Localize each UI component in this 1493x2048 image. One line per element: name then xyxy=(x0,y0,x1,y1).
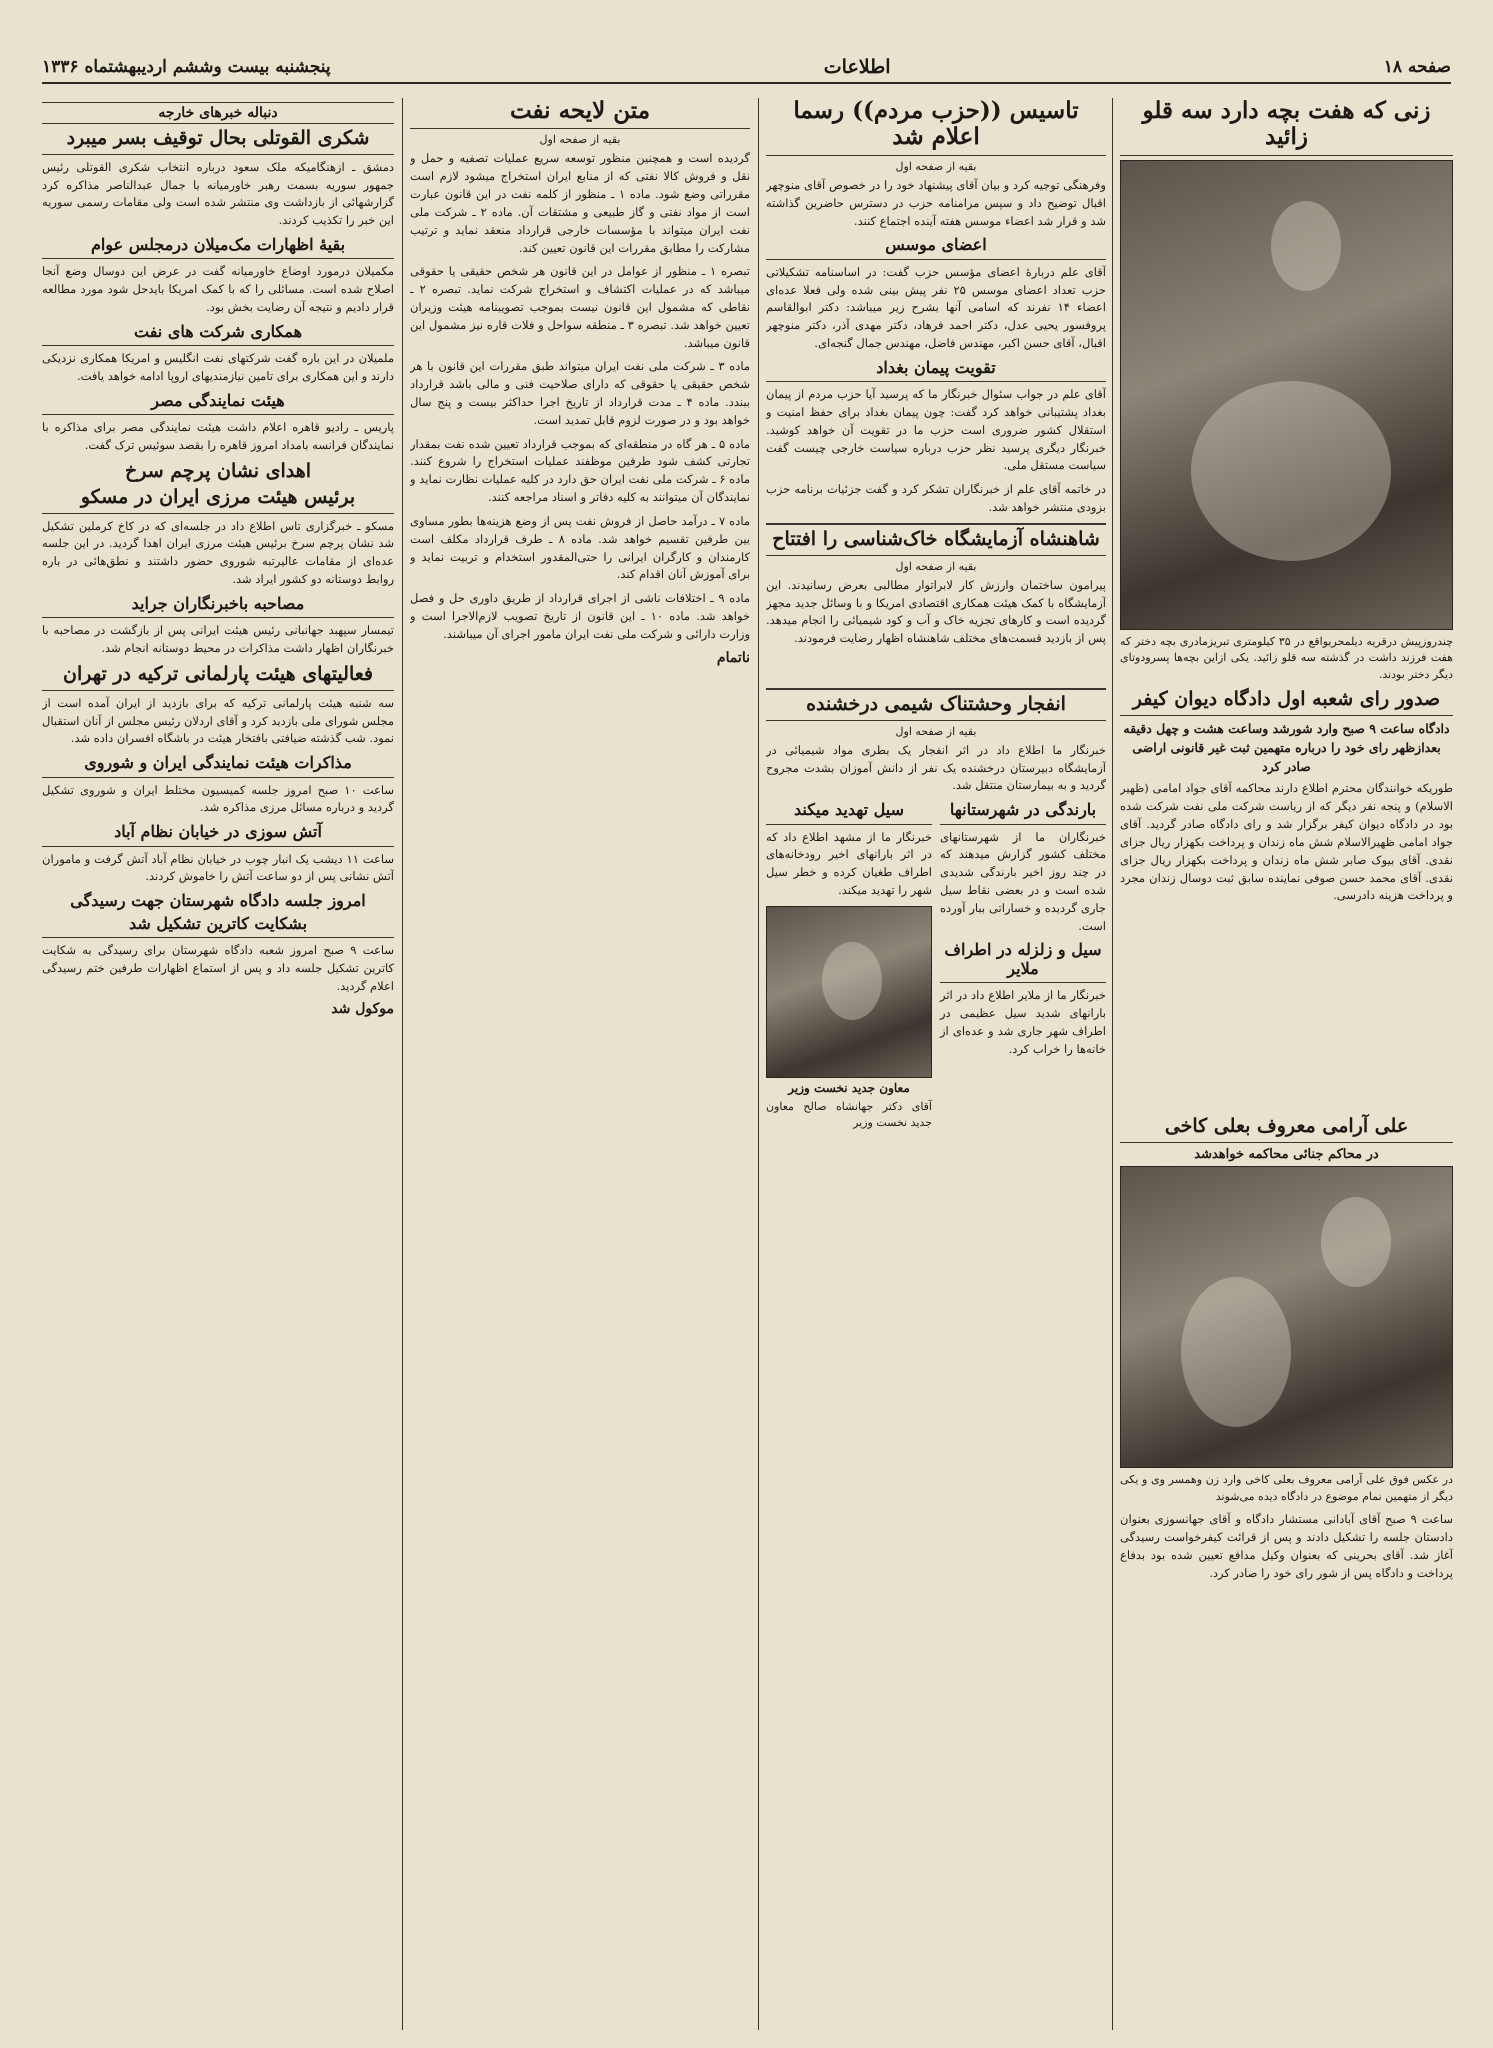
photo-caption-ali-kakhi: در عکس فوق علی آرامی معروف بعلی کاخی وارد زن وهمسر وی و یکی دیگر از متهمین نمام موضوع در دادگاه دیده می‌شوند xyxy=(1120,1473,1453,1503)
body-oil-companies: ملمیلان در این باره گفت شرکتهای نفت انگلیس و امریکا همکاری نزدیکی دارند و این همکاری برای تامین نیازمندیهای اروپا ادامه خواهد یافت. xyxy=(42,351,394,384)
body-court-session: ساعت ۹ صبح امروز شعبه دادگاه شهرستان برای رسیدگی به شکایت کاترین تشکیل جلسه داد و پس از استماع اظهارات طرفین ختم رسیدگی اعلام گردید. xyxy=(42,943,394,993)
body-party-closing: در خاتمه آقای علم از خبرنگاران تشکر کرد و گفت جزئیات برنامه حزب بزودی منتشر خواهد شد. xyxy=(766,482,1106,515)
headline-triplets: زنی که هفت بچه دارد سه قلو زائید xyxy=(1120,98,1453,156)
body-fire: ساعت ۱۱ دیشب یک انبار چوب در خیابان نظام آباد آتش گرفت و ماموران آتش نشانی پس از دو ساعت آتش را خاموش کردند. xyxy=(42,851,394,884)
body-press-interview: تیمسار سپهبد جهانبانی رئیس هیئت ایرانی پس از بازگشت در مصاحبه با خبرنگاران اظهار داشت مذاکرات در محیط دوستانه انجام شد. xyxy=(42,623,394,656)
headline-court-ruling: صدور رای شعبه اول دادگاه دیوان کیفر xyxy=(1120,689,1453,716)
photo-caption-triplets: چندروزپیش درقریه دیلمحریواقع در ۳۵ کیلومتری تبریزمادری بچه دختر که هفت فرزند داشت در گذشته سه قلو زائید. یکی ازاین بچه‌ها پسرودوتای دیگر دختر بودند. xyxy=(1120,634,1453,681)
postponed-label: موکول شد xyxy=(331,1001,394,1018)
headline-ali-kakhi: علی آرامی معروف بعلی کاخی xyxy=(1120,1116,1453,1143)
page-number: صفحه ۱۸ xyxy=(1383,57,1451,77)
continued-label: ناتمام xyxy=(716,649,750,666)
headline-flood-malayer: سیل و زلزله در اطراف ملایر xyxy=(940,941,1106,983)
headline-chemical-explosion: انفجار وحشتناک شیمی درخشنده xyxy=(766,688,1106,721)
photo-caption-deputy-pm: معاون جدید نخست وزیر xyxy=(788,1080,910,1095)
photo-caption-deputy-pm-detail: آقای دکتر جهانشاه صالح معاون جدید نخست وزیر xyxy=(766,1099,932,1130)
photo-mother-triplets xyxy=(1120,160,1453,630)
body-oil-bill-1: گردیده است و همچنین منظور توسعه سریع عملیات تصفیه و حمل و نقل و فروش کالا نفتی که از منابع ایران استخراج میشود لازم است مقرراتی وضع شود. ماده ۱ ـ منظور از کلمه نفت در این قانون عبارت است از مواد نفتی و گاز طبیعی و مشتقات آن. ماده ۲ ـ شرکت ملی نفت ایران میتواند با مؤسسات خارجی قرارداد منعقد نماید و ترتیب مشارکت را مطابق مقررات این قانون تعیین کند. xyxy=(410,151,750,255)
column-4 xyxy=(42,98,394,2030)
body-macmillan: مکمیلان درمورد اوضاع خاورمیانه گفت در عرض این دوسال وضع آنجا اصلاح شده است. مسائلی را که با کمک امریکا بایدحل شود مورد مطالعه قرار دادیم و نتیجه آن رضایت بخش بود. xyxy=(42,264,394,315)
section-foreign-news: دنباله خبرهای خارجه xyxy=(42,102,394,124)
body-mardom-party: وفرهنگی توجیه کرد و بیان آقای پیشنهاد خود را در خصوص آقای منوچهر اقبال توضیح داد و سپس مرامنامه حزب در دسترس حاضرین گذاشته شد و قرار شد اعضاء موسس هفته آینده اجتماع کنند. xyxy=(766,177,1106,228)
column-rule xyxy=(402,98,403,2030)
headline-baghdad-pact: تقویت پیمان بغداد xyxy=(766,359,1106,382)
column-3 xyxy=(410,98,750,2030)
body-soil-lab: پیرامون ساختمان وارزش کار لابراتوار مطالبی بعرض رسانیدند. این آزمایشگاه با کمک هیئت همکاری اقتصادی امریکا و با وسائل جدید مجهز گردیده است و کارهای تجزیه خاک و آب و کود شیمیائی را انجام میدهد. پس از بازدید قسمت‌های مختلف شاهنشاه اظهار رضایت فرمودند. xyxy=(766,577,1106,646)
body-iran-soviet-talks: ساعت ۱۰ صبح امروز جلسه کمیسیون مختلط ایران و شوروی تشکیل گردید و درباره مسائل مرزی مذاکره شد. xyxy=(42,782,394,815)
body-oil-bill-2: تبصره ۱ ـ منظور از عوامل در این قانون هر شخص حقیقی یا حقوقی میباشد که در عملیات اکتشاف و استخراج شرکت نماید. تبصره ۲ ـ نقاطی که مشمول این قانون نیست بموجب تصویبنامه هیئت وزیران تعیین خواهد شد. تبصره ۳ ـ منطقه سواحل و فلات قاره نیز مشمول این قانون میباشد. xyxy=(410,264,750,350)
body-oil-bill-5: ماده ۷ ـ درآمد حاصل از فروش نفت پس از وضع هزینه‌ها بطور مساوی بین طرفین تقسیم خواهد شد. ماده ۸ ـ طرف قرارداد مکلف است کارمندان و کارگران ایرانی را حتی‌المقدور استخدام و تربیت نماید و برای آموزش آنان اقدام کند. xyxy=(410,513,750,582)
body-oil-bill-6: ماده ۹ ـ اختلافات ناشی از اجرای قرارداد از طریق داوری حل و فصل خواهد شد. ماده ۱۰ ـ این قانون از تاریخ تصویب لازم‌الاجرا است و وزارت دارائی و شرکت ملی نفت ایران مامور اجرای آن میباشند. xyxy=(410,591,750,641)
subhead-oil-bill: بقیه از صفحه اول xyxy=(539,133,621,147)
headline-oil-companies: همکاری شرکت های نفت xyxy=(42,323,394,346)
headline-oil-bill: متن لایحه نفت xyxy=(410,98,750,129)
headline-turkish-delegation: فعالیتهای هیئت پارلمانی ترکیه در تهران xyxy=(42,664,394,691)
issue-date: پنجشنبه بیست وششم اردیبهشتماه ۱۳۳۶ xyxy=(42,57,331,77)
headline-fire: آتش سوزی در خیابان نظام آباد xyxy=(42,823,394,846)
subhead-court-ruling: دادگاه ساعت ۹ صبح وارد شورشد وساعت هشت و چهل دقیقه بعدازظهر رای خود را درباره متهمین ثبت غیر قانونی اراضی صادر کرد xyxy=(1123,721,1450,774)
headline-press-interview: مصاحبه باخبرنگاران جراید xyxy=(42,595,394,618)
headline-mardom-party: تاسیس ((حزب مردم)) رسما اعلام شد xyxy=(766,98,1106,156)
headline-egypt-delegation: هیئت نمایندگی مصر xyxy=(42,392,394,415)
body-turkish-delegation: سه شنبه هیئت پارلمانی ترکیه که برای بازدید از ایران آمده است از مجلس شورای ملی بازدید کرد و آقای اردلان رئیس مجلس از آنان استقبال نمود. شب گذشته ضیافتی بافتخار هیئت در باشگاه افسران داده شد. xyxy=(42,695,394,746)
column-1 xyxy=(1120,98,1453,2030)
body-baghdad-pact: آقای علم در جواب سئوال خبرنگار ما که پرسید آیا حزب مردم از پیمان بغداد پشتیبانی خواهد کرد گفت: چون پیمان بغداد برای حفظ امنیت و استقلال کشور ضروری است حزب ما در تقویت آن خواهد کوشید. خبرنگار دیگری پرسید نظر حزب درباره سیاست خارجی چیست گفت سیاست مستقل ملی. xyxy=(766,387,1106,473)
headline-red-flag-medal-2: برئیس هیئت مرزی ایران در مسکو xyxy=(42,487,394,514)
column-2 xyxy=(766,98,1106,2030)
body-chemical-explosion: خبرنگار ما اطلاع داد در اثر انفجار یک بطری مواد شیمیائی در آزمایشگاه دبیرستان درخشنده یک نفر از دانش آموزان بشدت مجروح گردید و به بیمارستان منتقل شد. xyxy=(766,742,1106,793)
photo-ali-kakhi-court xyxy=(1120,1166,1453,1468)
headline-court-session: امروز جلسه دادگاه شهرستان جهت رسیدگی xyxy=(70,891,366,911)
photo-deputy-pm xyxy=(766,906,932,1078)
subhead-soil-lab: بقیه از صفحه اول xyxy=(895,559,977,573)
headline-court-session-2: بشکایت کاترین تشکیل شد xyxy=(42,915,394,938)
headline-iran-soviet-talks: مذاکرات هیئت نمایندگی ایران و شوروی xyxy=(42,754,394,777)
subhead-chemical-explosion: بقیه از صفحه اول xyxy=(895,724,977,738)
headline-quwatli: شکری القوتلی بحال توقیف بسر میبرد xyxy=(42,128,394,155)
body-founding-members: آقای علم دربارهٔ اعضای مؤسس حزب گفت: در اساسنامه تشکیلاتی حزب تعداد اعضای موسس ۲۵ نفر پیش بینی شده ولی فعلا عده‌ای اعضاء ۱۴ نفرند که اسامی آنها بشرح زیر میباشد: دکتر ابوالقاسم پروفسور یحیی عدل، دکتر احمد فرهاد، دکتر مهدی آذر، دکتر منوچهر اقبال، آقای حسن اکبر، مهندس فاضل، مهندس جمال گنجه‌ای. xyxy=(766,264,1106,350)
body-egypt-delegation: پاریس ـ رادیو قاهره اعلام داشت هیئت نمایندگی مصر برای مذاکره با نمایندگان فرانسه بامداد امروز قاهره را بقصد سوئیس ترک گفت. xyxy=(42,420,394,453)
paper-name: اطلاعات xyxy=(823,56,891,78)
headline-flood-threat: سیل تهدید میکند xyxy=(766,801,932,824)
body-quwatli: دمشق ـ ازهنگامیکه ملک سعود درباره انتخاب شکری القوتلی رئیس جمهور سوریه بسمت رهبر خاورمیانه با جمال عبدالناصر مذاکره کرد گزارشهائی از بازداشت وی منتشر شده است ولی مقامات رسمی سوریه این خبر را تکذیب کردند. xyxy=(42,159,394,228)
headline-soil-lab: شاهنشاه آزمایشگاه خاک‌شناسی را افتتاح xyxy=(766,523,1106,556)
headline-founding-members: اعضای موسس xyxy=(766,236,1106,259)
headline-macmillan: بقیهٔ اظهارات مک‌میلان درمجلس عوام xyxy=(42,236,394,259)
body-ali-kakhi: ساعت ۹ صبح آقای آبادانی مستشار دادگاه و آقای جهانسوزی بعنوان دادستان جلسه را تشکیل دادند و پس از قرائت کیفرخواست رسیدگی آغاز شد. آقای بحرینی که بعنوان وکیل مدافع تعیین شده بود بدفاع پرداخت و دادگاه پس از شور رای خود را صادر کرد. xyxy=(1120,1512,1453,1580)
body-flood-threat: خبرنگار ما از مشهد اطلاع داد که در اثر بارانهای اخیر رودخانه‌های اطراف طغیان کرده و خطر سیل شهر را تهدید میکند. xyxy=(766,829,932,898)
body-rainfall: خبرنگاران ما از شهرستانهای مختلف کشور گزارش میدهند که در چند روز اخیر بارندگی شدیدی شده است و در بعضی نقاط سیل جاری گردیده و خساراتی ببار آورده است. xyxy=(940,829,1106,933)
subhead-ali-kakhi: در محاکم جنائی محاکمه خواهدشد xyxy=(1194,1147,1379,1163)
body-red-flag-medal: مسکو ـ خبرگزاری تاس اطلاع داد در جلسه‌ای که در کاخ کرملین تشکیل شد نشان پرچم سرخ برئیس هیئت مرزی ایران اهدا گردید. در این جلسه عده‌ای از مقامات عالیرتبه شوروی حضور داشتند و نطق‌هائی در باره روابط دوستانه دو کشور ایراد شد. xyxy=(42,518,394,587)
subhead-mardom-party: بقیه از صفحه اول xyxy=(895,159,977,173)
body-court-ruling: طوریکه خوانندگان محترم اطلاع دارند محاکمه آقای جواد امامی (ظهیر الاسلام) و پنجه نفر دیگر که از ریاست شرکت ملی نفت شرکت شده بود در دادگاه دیوان کیفر برگزار شد و رای دادگاه صادر گردید. آقای جواد امامی ظهیرالاسلام شش ماه زندان و پرداخت بکهزار ریال جزای نقدی. آقای بیوک صابر شش ماه زندان و پرداخت بکهزار ریال جزای نقدی. آقای محمد حسن صوفی نماینده سابق ثبت دوسال زندان مجرد و پرداخت هزینه دادرسی. xyxy=(1120,781,1453,903)
body-oil-bill-4: ماده ۵ ـ هر گاه در منطقه‌ای که بموجب قرارداد تعیین شده نفت بمقدار تجارتی کشف شود طرفین موظفند عملیات استخراج را شروع کنند. ماده ۶ ـ شرکت ملی نفت ایران حق دارد در کلیه عملیات نظارت نماید و نمایندگان آن میتوانند به کلیه دفاتر و اسناد مراجعه کنند. xyxy=(410,436,750,505)
column-rule xyxy=(758,98,759,2030)
body-oil-bill-3: ماده ۳ ـ شرکت ملی نفت ایران میتواند طبق مقررات این قانون با هر شخص حقیقی یا حقوقی که دارای صلاحیت فنی و مالی باشد قرارداد ببندد. ماده ۴ ـ مدت قرارداد از تاریخ اجرا حداکثر بیست و پنج سال خواهد بود و در صورت لزوم قابل تمدید است. xyxy=(410,359,750,427)
headline-rainfall: بارندگی در شهرستانها xyxy=(940,801,1106,824)
headline-red-flag-medal: اهدای نشان پرچم سرخ xyxy=(124,459,312,482)
column-rule xyxy=(1112,98,1113,2030)
masthead xyxy=(42,52,1451,84)
body-flood-malayer: خبرنگار ما از ملایر اطلاع داد در اثر بارانهای شدید سیل عظیمی در اطراف شهر جاری شد و عده‌ای از خانه‌ها را خراب کرد. xyxy=(940,988,1106,1056)
